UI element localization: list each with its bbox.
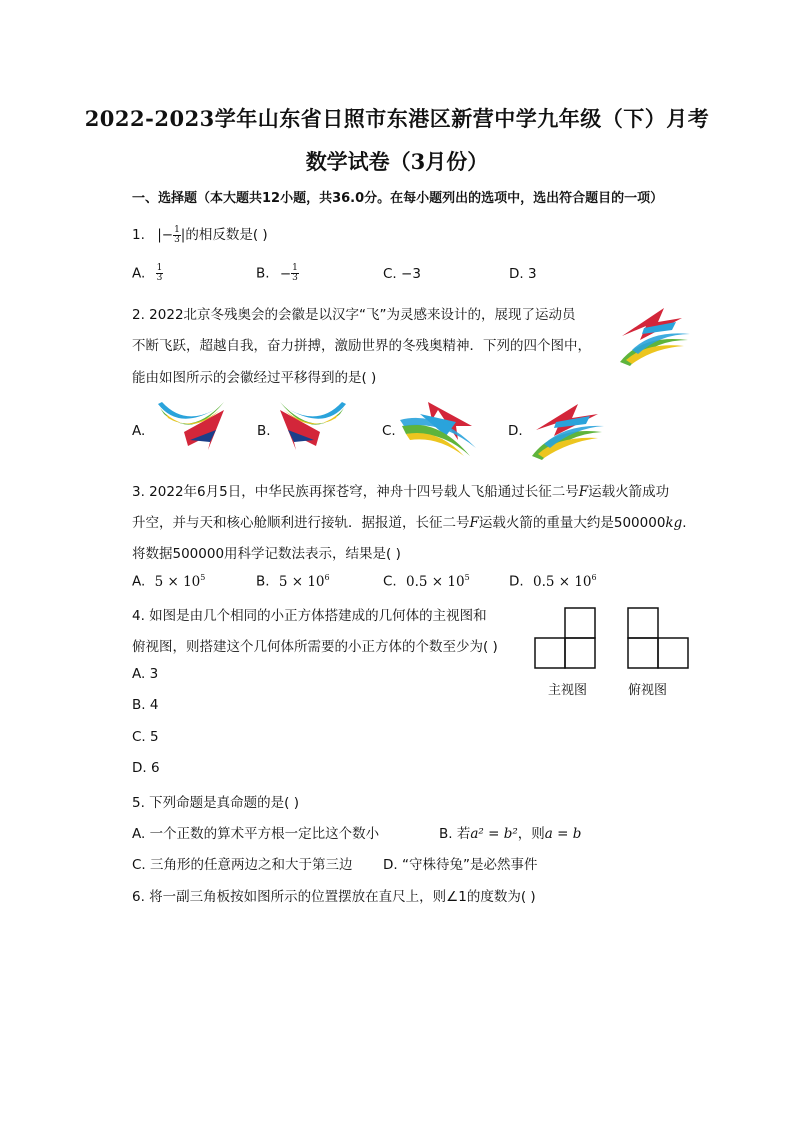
question-1-stem xyxy=(132,223,268,245)
q2-option-d-label: D. xyxy=(508,423,523,439)
q5-option-b[interactable]: B. 若a² = b²，则a = b xyxy=(439,826,582,842)
top-view-diagram xyxy=(626,606,692,670)
question-number: 1. xyxy=(132,227,145,243)
question-2-line-1: 2. 2022北京冬残奥会的会徽是以汉字“飞”为灵感来设计的，展现了运动员 xyxy=(132,307,576,323)
emblem-option-a-icon[interactable] xyxy=(150,396,228,458)
question-2-line-2: 不断飞跃，超越自我，奋力拼搏，激励世界的冬残奥精神．下列的四个图中， xyxy=(132,338,591,354)
stem-text: 的相反数是( ) xyxy=(185,227,268,243)
fraction: $\frac{1}{3}$ xyxy=(174,224,180,245)
top-view-label: 俯视图 xyxy=(628,683,668,698)
page-subtitle: 数学试卷（3月份） xyxy=(305,149,489,174)
q2-option-c-label: C. xyxy=(382,423,396,439)
page-title: 2022-2023学年山东省日照市东港区新营中学九年级（下）月考 xyxy=(84,106,710,131)
question-2-line-3: 能由如图所示的会徽经过平移得到的是( ) xyxy=(132,370,377,386)
q1-option-b[interactable]: B. − $\frac{1}{3}$ xyxy=(256,263,298,283)
question-5-stem: 5. 下列命题是真命题的是( ) xyxy=(132,795,299,811)
q1-option-c[interactable]: C. −3 xyxy=(383,266,421,282)
section-heading: 一、选择题（本大题共12小题，共36.0分。在每小题列出的选项中，选出符合题目的一项） xyxy=(132,191,664,206)
q3-option-c[interactable]: C. $0.5 \times 10^5$ xyxy=(383,573,470,590)
q2-option-b-label: B. xyxy=(257,423,271,439)
q4-option-a[interactable]: A. 3 xyxy=(132,666,159,682)
abs-left: |− xyxy=(157,227,174,243)
q1-option-d[interactable]: D. 3 xyxy=(509,266,537,282)
emblem-option-c-icon[interactable] xyxy=(398,396,482,462)
question-4-line-1: 4. 如图是由几个相同的小正方体搭建成的几何体的主视图和 xyxy=(132,608,487,624)
front-view-label: 主视图 xyxy=(548,683,588,698)
question-3-line-1: 3. 2022年6月5日，中华民族再探苍穹，神舟十四号载人飞船通过长征二号F运载火箭成功 xyxy=(132,484,670,500)
question-6-stem: 6. 将一副三角板按如图所示的位置摆放在直尺上，则∠1的度数为( ) xyxy=(132,889,536,905)
emblem-option-d-icon[interactable] xyxy=(526,396,608,462)
question-4-line-2: 俯视图，则搭建这个几何体所需要的小正方体的个数至少为( ) xyxy=(132,639,498,655)
question-3-line-3: 将数据500000用科学记数法表示，结果是( ) xyxy=(132,546,401,562)
q5-option-c[interactable]: C. 三角形的任意两边之和大于第三边 xyxy=(132,857,353,873)
emblem-logo-icon xyxy=(612,300,694,372)
front-view-diagram xyxy=(533,606,599,670)
q3-option-d[interactable]: D. $0.5 \times 10^6$ xyxy=(509,573,597,590)
question-3-line-2: 升空，并与天和核心舱顺利进行接轨．据报道，长征二号F运载火箭的重量大约是500000kg. xyxy=(132,515,687,531)
q4-option-d[interactable]: D. 6 xyxy=(132,760,160,776)
q4-option-b[interactable]: B. 4 xyxy=(132,697,159,713)
q4-option-c[interactable]: C. 5 xyxy=(132,729,159,745)
q3-option-b[interactable]: B. $5 \times 10^6$ xyxy=(256,573,330,590)
q3-option-a[interactable]: A. $5 \times 10^5$ xyxy=(132,573,206,590)
q5-option-d[interactable]: D. “守株待兔”是必然事件 xyxy=(383,857,538,873)
q5-option-a[interactable]: A. 一个正数的算术平方根一定比这个数小 xyxy=(132,826,380,842)
emblem-option-b-icon[interactable] xyxy=(274,396,354,458)
q2-option-a-label: A. xyxy=(132,423,146,439)
abs-right: | xyxy=(180,227,186,243)
q1-option-a[interactable]: A. $\frac{1}{3}$ xyxy=(132,263,163,283)
